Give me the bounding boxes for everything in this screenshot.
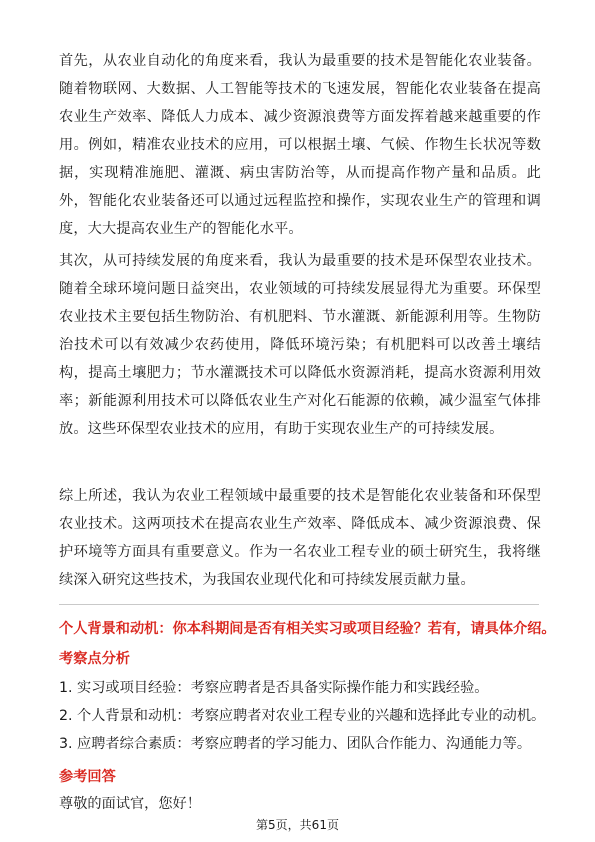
page-number: 第5页，共61页 xyxy=(256,818,339,832)
analysis-item: 2. 个人背景和动机：考察应聘者对农业工程专业的兴趣和选择此专业的动机。 xyxy=(59,708,546,724)
paragraph-eco-agriculture: 其次，从可持续发展的角度来看，我认为最重要的技术是环保型农业技术。随着全球环境问题日益突出，农业领域的可持续发展显得尤为重要。环保型农业技术主要包括生物防治、有机肥料、节水灌溉、新能源利用等。生物防治技术可以有效减少农药使用，降低环境污染；有机肥料可以改善土壤结构，提高土壤肥力；节水灌溉技术可以降低水资源消耗，提高水资源利用效率；新能源利用技术可以降低农业生产对化石能源的依赖，减少温室气体排放。这些环保型农业技术的应用，有助于实现农业生产的可持续发展。 xyxy=(59,253,541,437)
answer-greeting: 尊敬的面试官，您好！ xyxy=(59,796,201,812)
analysis-item: 3. 应聘者综合素质：考察应聘者的学习能力、团队合作能力、沟通能力等。 xyxy=(59,736,532,752)
analysis-item: 1. 实习或项目经验：考察应聘者是否具备实际操作能力和实践经验。 xyxy=(59,680,489,696)
section-divider xyxy=(59,604,539,605)
answer-heading: 参考回答 xyxy=(59,769,116,785)
paragraph-conclusion: 综上所述，我认为农业工程领域中最重要的技术是智能化农业装备和环保型农业技术。这两项技术在提高农业生产效率、降低成本、减少资源浪费、保护环境等方面具有重要意义。作为一名农业工程专业的硕士研究生，我将继续深入研究这些技术，为我国农业现代化和可持续发展贡献力量。 xyxy=(59,488,541,588)
analysis-list xyxy=(59,674,549,758)
analysis-heading: 考察点分析 xyxy=(59,651,130,667)
interview-question: 个人背景和动机：你本科期间是否有相关实习或项目经验？若有，请具体介绍。 xyxy=(59,621,556,637)
paragraph-intelligent-equipment: 首先，从农业自动化的角度来看，我认为最重要的技术是智能化农业装备。随着物联网、大数据、人工智能等技术的飞速发展，智能化农业装备在提高农业生产效率、降低人力成本、减少资源浪费等方面发挥着越来越重要的作用。例如，精准农业技术的应用，可以根据土壤、气候、作物生长状况等数据，实现精准施肥、灌溉、病虫害防治等，从而提高作物产量和品质。此外，智能化农业装备还可以通过远程监控和操作，实现农业生产的管理和调度，大大提高农业生产的智能化水平。 xyxy=(59,53,541,237)
